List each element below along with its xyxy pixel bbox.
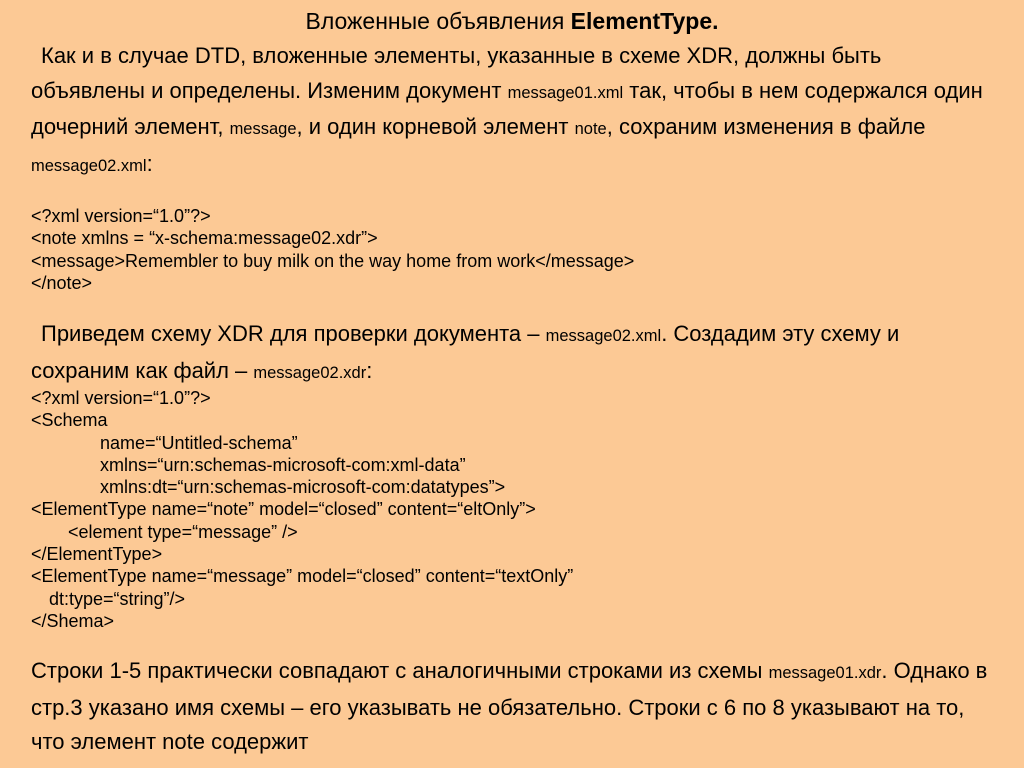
explanation-paragraph [31,654,1001,760]
code-line: <element type=“message” /> [68,521,298,542]
code-line: </note> [31,272,93,293]
code-line: </ElementType> [31,544,163,565]
code-line: <Schema [31,410,108,431]
intro-text-1: Как и в случае DTD, вложенные элементы, указанные в схеме XDR, должны быть объявлены и определены. Изменим документ [31,43,882,103]
intro-text-3: , и один корневой элемент [296,114,575,139]
code-line: <ElementType name=“note” model=“closed” content=“eltOnly”> [31,499,536,520]
schema-intro-paragraph [31,317,1001,390]
code-line: name=“Untitled-schema” [100,432,298,453]
para2-filename-2: message02.xdr [253,363,367,382]
intro-text-4: , сохраним изменения в файле [606,114,926,139]
xdr-schema-code [31,387,991,632]
xml-document-code [31,205,991,294]
code-line: xmlns=“urn:schemas-microsoft-com:xml-data” [100,454,466,475]
para2-text-1: Приведем схему XDR для проверки документа – [41,321,546,346]
intro-text-5: : [146,150,153,176]
title-prefix: Вложенные объявления [305,8,571,34]
code-line: dt:type=“string”/> [49,588,186,609]
title-bold: ElementType. [570,8,719,34]
code-line: <?xml version=“1.0”?> [31,388,211,408]
intro-element-note: note [574,120,607,138]
para2-filename-1: message02.xml [545,327,662,345]
intro-filename-2: message02.xml [31,156,147,175]
code-line: <note xmlns = “x-schema:message02.xdr”> [31,228,378,249]
para3-filename: message01.xdr [768,664,882,682]
intro-paragraph [31,39,1001,183]
code-line: xmlns:dt=“urn:schemas-microsoft-com:datatypes”> [100,477,506,498]
intro-element-message: message [229,120,297,138]
para2-text-2: . Создадим эту схему и сохраним как файл – [31,321,900,383]
para3-text-1: Строки 1-5 практически совпадают с аналогичными строками из схемы [31,658,769,683]
para3-text-2: . Однако в стр.3 указано имя схемы – его указывать не обязательно. Строки с 6 по 8 указывают на то, что элемент note содержит [31,658,988,754]
code-line: <message>Remembler to buy milk on the way home from work</message> [31,250,635,271]
code-line: <?xml version=“1.0”?> [31,206,211,226]
code-line: </Shema> [31,610,115,631]
para2-text-3: : [366,357,373,383]
intro-filename-1: message01.xml [507,83,624,102]
slide-title [0,6,1024,36]
intro-text-2: так, чтобы в нем содержался один дочерний элемент, [31,77,983,139]
code-line: <ElementType name=“message” model=“closed” content=“textOnly” [31,566,574,587]
